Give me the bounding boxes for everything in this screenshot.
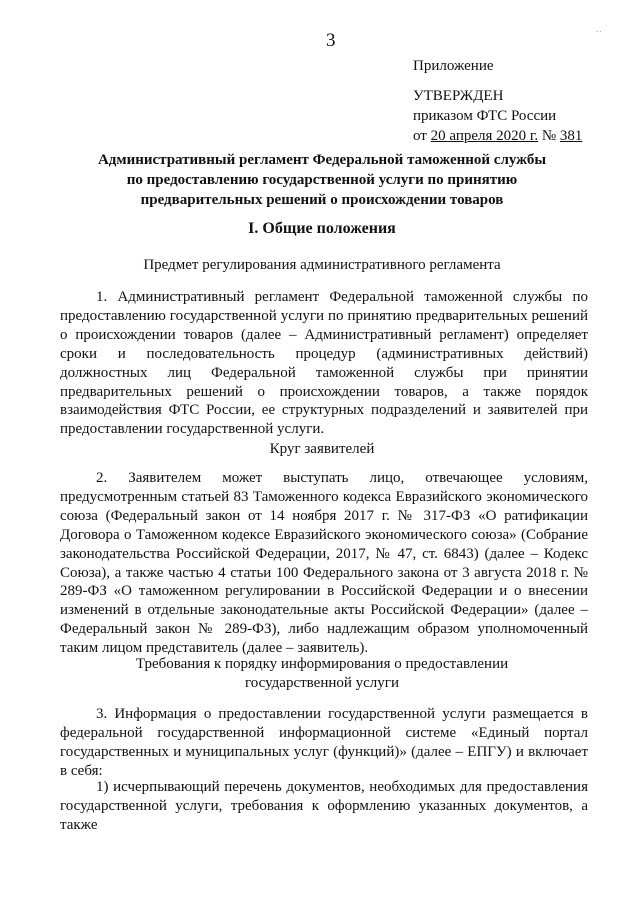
informing-heading — [60, 655, 584, 693]
approval-appendix: Приложение — [413, 58, 494, 74]
approval-number: 381 — [559, 128, 583, 144]
approval-approved: УТВЕРЖДЕН — [413, 88, 504, 104]
approval-order: приказом ФТС России — [413, 108, 557, 124]
approval-date: 20 апреля 2020 г. — [430, 128, 539, 144]
informing-heading-line-2: государственной услуги — [245, 675, 399, 691]
title-line-3: предварительных решений о происхождении товаров — [140, 192, 504, 208]
paragraph-2: 2. Заявителем может выступать лицо, отвечающее условиям, предусмотренным статьей 83 Таможенного кодекса Евразийского экономического союза (Федеральный закон от 14 ноября 2017 г. № 317-ФЗ «О ратификации Договора о Таможенном кодексе Евразийского экономического союза» (Собрание законодательства Российской Федерации, 2017, № 47, ст. 6843) (далее – Кодекс Союза), а также частью 4 статьи 100 Федерального закона от 3 августа 2018 г. № 289-ФЗ «О таможенном регулировании в Российской Федерации и о внесении изменений в отдельные законодательные акты Российской Федерации» (далее – Федеральный закон № 289-ФЗ), либо надлежащим образом уполномоченный таким лицом представитель (далее – заявитель). — [60, 470, 588, 657]
applicants-heading: Круг заявителей — [269, 441, 375, 457]
scan-mark: ˙˙ — [595, 30, 602, 41]
approval-block — [413, 56, 582, 146]
list-item-1: 1) исчерпывающий перечень документов, необходимых для предоставления государственной услуги, требования к оформлению указанных документов, а также — [60, 779, 588, 833]
informing-heading-line-1: Требования к порядку информирования о предоставлении — [135, 656, 509, 672]
page-number: 3 — [326, 30, 336, 51]
document-title — [60, 150, 584, 210]
title-line-1: Административный регламент Федеральной таможенной службы — [97, 152, 547, 168]
approval-date-prefix: от — [413, 128, 431, 144]
approval-date-line — [413, 126, 582, 146]
subject-heading: Предмет регулирования административного регламента — [143, 257, 501, 273]
paragraph-3: 3. Информация о предоставлении государственной услуги размещается в федеральной государственной информационной системе «Единый портал государственных и муниципальных услуг (функций)» (далее – ЕПГУ) и включает в себя: — [60, 706, 588, 779]
section-heading: I. Общие положения — [248, 220, 396, 237]
approval-number-sign: № — [538, 128, 560, 144]
paragraph-1: 1. Административный регламент Федеральной таможенной службы по предоставлению государственной услуги по принятию предварительных решений о происхождении товаров (далее – Административный регламент) определяет сроки и последовательность процедур (административных действий) должностных лиц Федеральной таможенной службы при принятии предварительных решений о происхождении товаров, а также порядок взаимодействия ФТС России, ее структурных подразделений и заявителей при предоставлении государственной услуги. — [60, 289, 588, 438]
title-line-2: по предоставлению государственной услуги по принятию — [126, 172, 518, 188]
